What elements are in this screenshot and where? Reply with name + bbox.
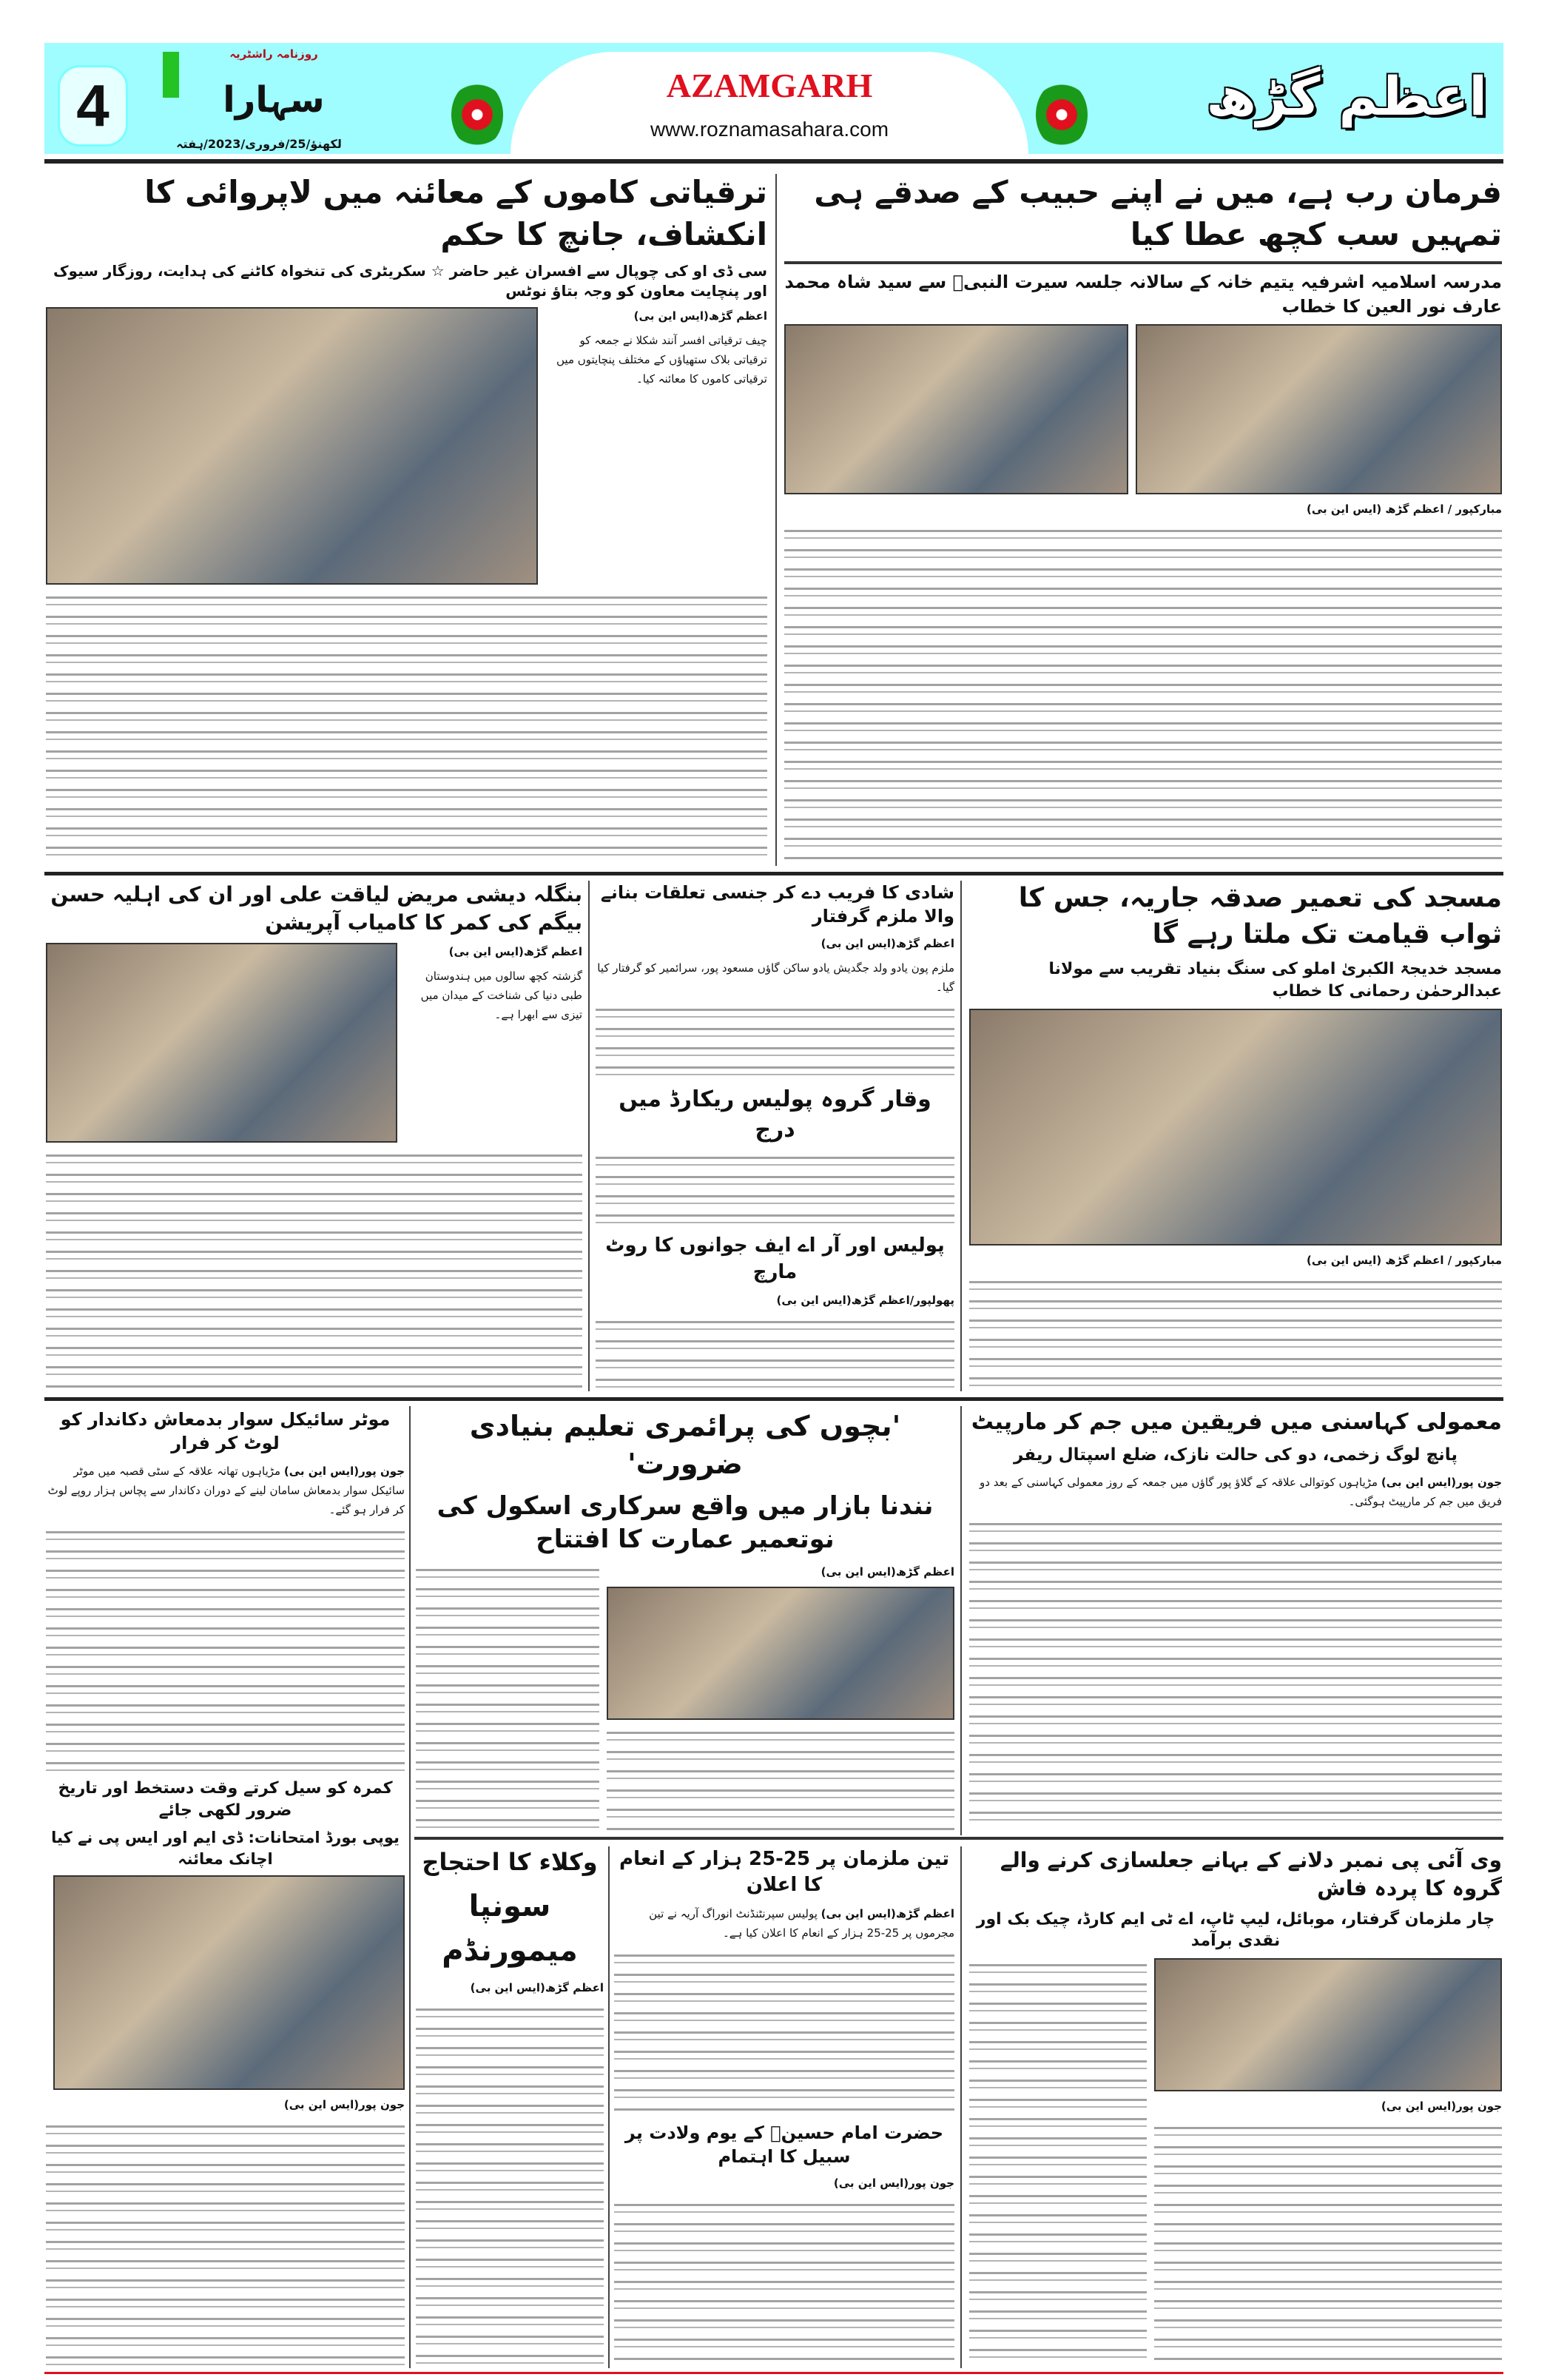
article-body [969,1275,1502,1391]
headline: وکلاء کا احتجاج [422,1848,598,1876]
subhead: سی ڈی او کی چوپال سے افسران غیر حاضر ☆ سکریٹری کی تنخواہ کاٹنے کی ہدایت، روزگار سیوک اور پنچایت معاون کو وجہ بتاؤ نوٹس [53,262,767,300]
article-body [969,1958,1147,2364]
subhead: مسجد خدیجۃ الکبریٰ املو کی سنگ بنیاد تقریب سے مولانا عبدالرحمٰن رحمانی کا خطاب [1048,960,1502,1001]
photo-exam-inspection [53,1875,405,2090]
dateline: اعظم گڑھ(ایس این بی) [821,936,954,950]
lead-text: مڑیاہوں تھانہ علاقہ کے سٹی قصبہ میں موٹر سائیکل سوار بدمعاش سامان لینے کے دوران دکاندار سے پچاس ہزار روپے لوٹ کر فرار ہو گئے۔ [47,1464,405,1516]
column-divider [588,881,590,1391]
article-lead [46,1462,405,1519]
column-divider [775,174,777,866]
headline: شادی کا فریب دے کر جنسی تعلقات بنانے والا ملزم گرفتار [600,882,954,927]
paper-logo [148,46,370,136]
article-school [416,1408,954,1831]
headline: موٹر سائیکل سوار بدمعاش دکاندار کو لوٹ کر فرار [60,1409,391,1454]
column-divider [960,881,962,1391]
subhead: سونپا میمورنڈم [442,1889,578,1969]
photo-caption: جون پور(ایس این بی) [283,2097,405,2111]
article-body [416,2003,604,2364]
article-body [969,1517,1502,1831]
column-divider [960,1406,962,1835]
article-column-middle [596,881,954,1391]
website-link[interactable]: www.roznamasahara.com [650,118,889,141]
subhead: کمرہ کو سیل کرتے وقت دستخط اور تاریخ ضرور لکھی جائے [58,1778,393,1820]
headline: تین ملزمان پر 25-25 ہزار کے انعام کا اعلان [619,1848,949,1897]
dateline: اعظم گڑھ(ایس این بی) [821,1565,954,1579]
headline: یوپی بورڈ امتحانات: ڈی ایم اور ایس پی نے کیا اچانک معائنہ [51,1829,400,1868]
dateline: اعظم گڑھ(ایس این بی) [448,944,582,958]
article-lawyers [416,1846,604,2364]
article-body [46,1525,405,1772]
column-divider [608,1846,610,2368]
subhead: مدرسہ اسلامیہ اشرفیہ یتیم خانہ کے سالانہ جلسہ سیرت النبیؐ سے سید شاہ محمد عارف نور العین کا خطاب [784,272,1502,317]
headline: وقار گروہ پولیس ریکارڈ میں درج [619,1086,931,1143]
photo-foundation-ceremony [969,1009,1502,1246]
article-column-left [46,1408,405,2366]
column-divider [409,1406,411,2368]
article-jalsa [784,172,1502,860]
city-name-english: AZAMGARH [666,67,873,104]
headline: نندنا بازار میں واقع سرکاری اسکول کی نوتعمیر عمارت کا افتتاح [437,1490,934,1555]
article-lead: چیف ترقیاتی افسر آنند شکلا نے جمعہ کو ترقیاتی بلاک ستھیاؤں کے مختلف پنچایتوں میں ترقیاتی کاموں کا معائنہ کیا۔ [556,334,767,386]
article-body [607,1726,954,1831]
photo-patients-doctors [46,943,397,1143]
article-body [614,2198,954,2364]
article-body [596,1315,954,1391]
divider [44,872,1503,875]
headline: مسجد کی تعمیر صدقہ جاریہ، جس کا ثواب قیامت تک ملتا رہے گا [1018,883,1502,949]
headline: حضرت امام حسینؓ کے یوم ولادت پر سبیل کا اہتمام [624,2122,944,2168]
dateline: مبارکپور / اعظم گڑھ (ایس این بی) [1306,502,1502,517]
headline: وی آئی پی نمبر دلانے کے بہانے جعلسازی کرنے والے گروہ کا پردہ فاش [1000,1848,1502,1900]
subhead: پانچ لوگ زخمی، دو کی حالت نازک، ضلع اسپتال ریفر [1013,1445,1458,1465]
divider [784,261,1502,264]
article-body [46,591,767,860]
subhead: چار ملزمان گرفتار، موبائل، لیپ ٹاپ، اے ٹی ایم کارڈ، چیک بک اور نقدی برآمد [976,1909,1495,1951]
dateline: اعظم گڑھ(ایس این بی) [821,1907,954,1921]
article-masjid [969,881,1502,1391]
divider [44,1397,1503,1401]
sun-emblem-icon [451,81,503,148]
photo-caption: جون پور(ایس این بی) [1381,2099,1502,2113]
article-body [46,1149,582,1391]
headline: ترقیاتی کاموں کے معائنہ میں لاپروائی کا انکشاف، جانچ کا حکم [144,174,767,252]
lead-text: پولیس سپرنٹنڈنٹ انوراگ آریہ نے تین مجرموں پر 25-25 ہزار کے انعام کا اعلان کیا ہے۔ [649,1907,954,1940]
article-vip [969,1846,1502,2364]
article-body [596,1003,954,1079]
dateline: جون پور(ایس این بی) [833,2176,954,2191]
photo-jalsa-stage [784,324,1128,494]
divider [44,159,1503,164]
photo-inspection-chaupal [46,307,538,585]
dateline: اعظم گڑھ(ایس این بی) [633,309,767,323]
photo-jalsa-audience [1136,324,1502,494]
article-body [46,2120,405,2366]
article-body [614,1949,954,2115]
headline: معمولی کہاسنی میں فریقین میں جم کر مارپیٹ [971,1409,1502,1435]
article-lead: گزشتہ کچھ سالوں میں ہندوستان طبی دنیا کی شناخت کے میدان میں تیزی سے ابھرا ہے۔ [420,969,582,1021]
article-bangladesh [46,881,582,1391]
anniversary-badge [163,52,179,98]
column-divider [960,1846,962,2368]
article-lead [969,1473,1502,1511]
page-number: 4 [58,65,128,147]
divider [414,1837,1503,1840]
article-body [416,1563,599,1831]
paper-name: سہارا [223,79,325,121]
photo-arrested-accused [1154,1958,1502,2091]
article-body [784,524,1502,860]
article-body [596,1151,954,1227]
lead-text: مڑیاہوں کوتوالی علاقہ کے گلاؤ پور گاؤں میں جمعہ کے روز معمولی کہاسنی کے بعد دو فریق میں جم کر مارپیٹ ہوگئی۔ [980,1475,1502,1508]
article-lead: ملزم پون یادو ولد جگدیش یادو ساکن گاؤں مسعود پور، سرائمیر کو گرفتار کیا گیا۔ [597,961,954,994]
dateline: پھولپور/اعظم گڑھ(ایس این بی) [776,1293,954,1307]
dateline: جون پور(ایس این بی) [1381,1475,1502,1489]
article-lead [614,1904,954,1943]
paper-prefix: روزنامہ راشٹریہ [229,47,318,61]
article-body [1154,2121,1502,2364]
dateline: جون پور(ایس این بی) [283,1464,405,1478]
quote-headline: 'بچوں کی پرائمری تعلیم بنیادی ضرورت' [469,1410,901,1481]
headline: فرمان رب ہے، میں نے اپنے حبیب کے صدقے ہی تمہیں سب کچھ عطا کیا [814,174,1502,252]
dateline: اعظم گڑھ(ایس این بی) [470,1981,604,1995]
date-line: لکھنؤ/25/فروری/2023/ہفتہ [176,137,342,151]
bottom-rule [44,2372,1503,2374]
article-maarpeet [969,1408,1502,1831]
photo-school-inauguration [607,1587,954,1720]
city-name-urdu: اعظم گڑھ [1206,65,1487,127]
dateline: مبارکپور / اعظم گڑھ (ایس این بی) [1306,1253,1502,1267]
article-column-reward [614,1846,954,2364]
article-inspection [46,172,767,860]
headline: بنگلہ دیشی مریض لیاقت علی اور ان کی اہلیہ حسن بیگم کی کمر کا کامیاب آپریشن [50,882,582,935]
headline: پولیس اور آر اے ایف جوانوں کا روٹ مارچ [605,1234,945,1283]
sun-emblem-icon [1036,81,1088,148]
